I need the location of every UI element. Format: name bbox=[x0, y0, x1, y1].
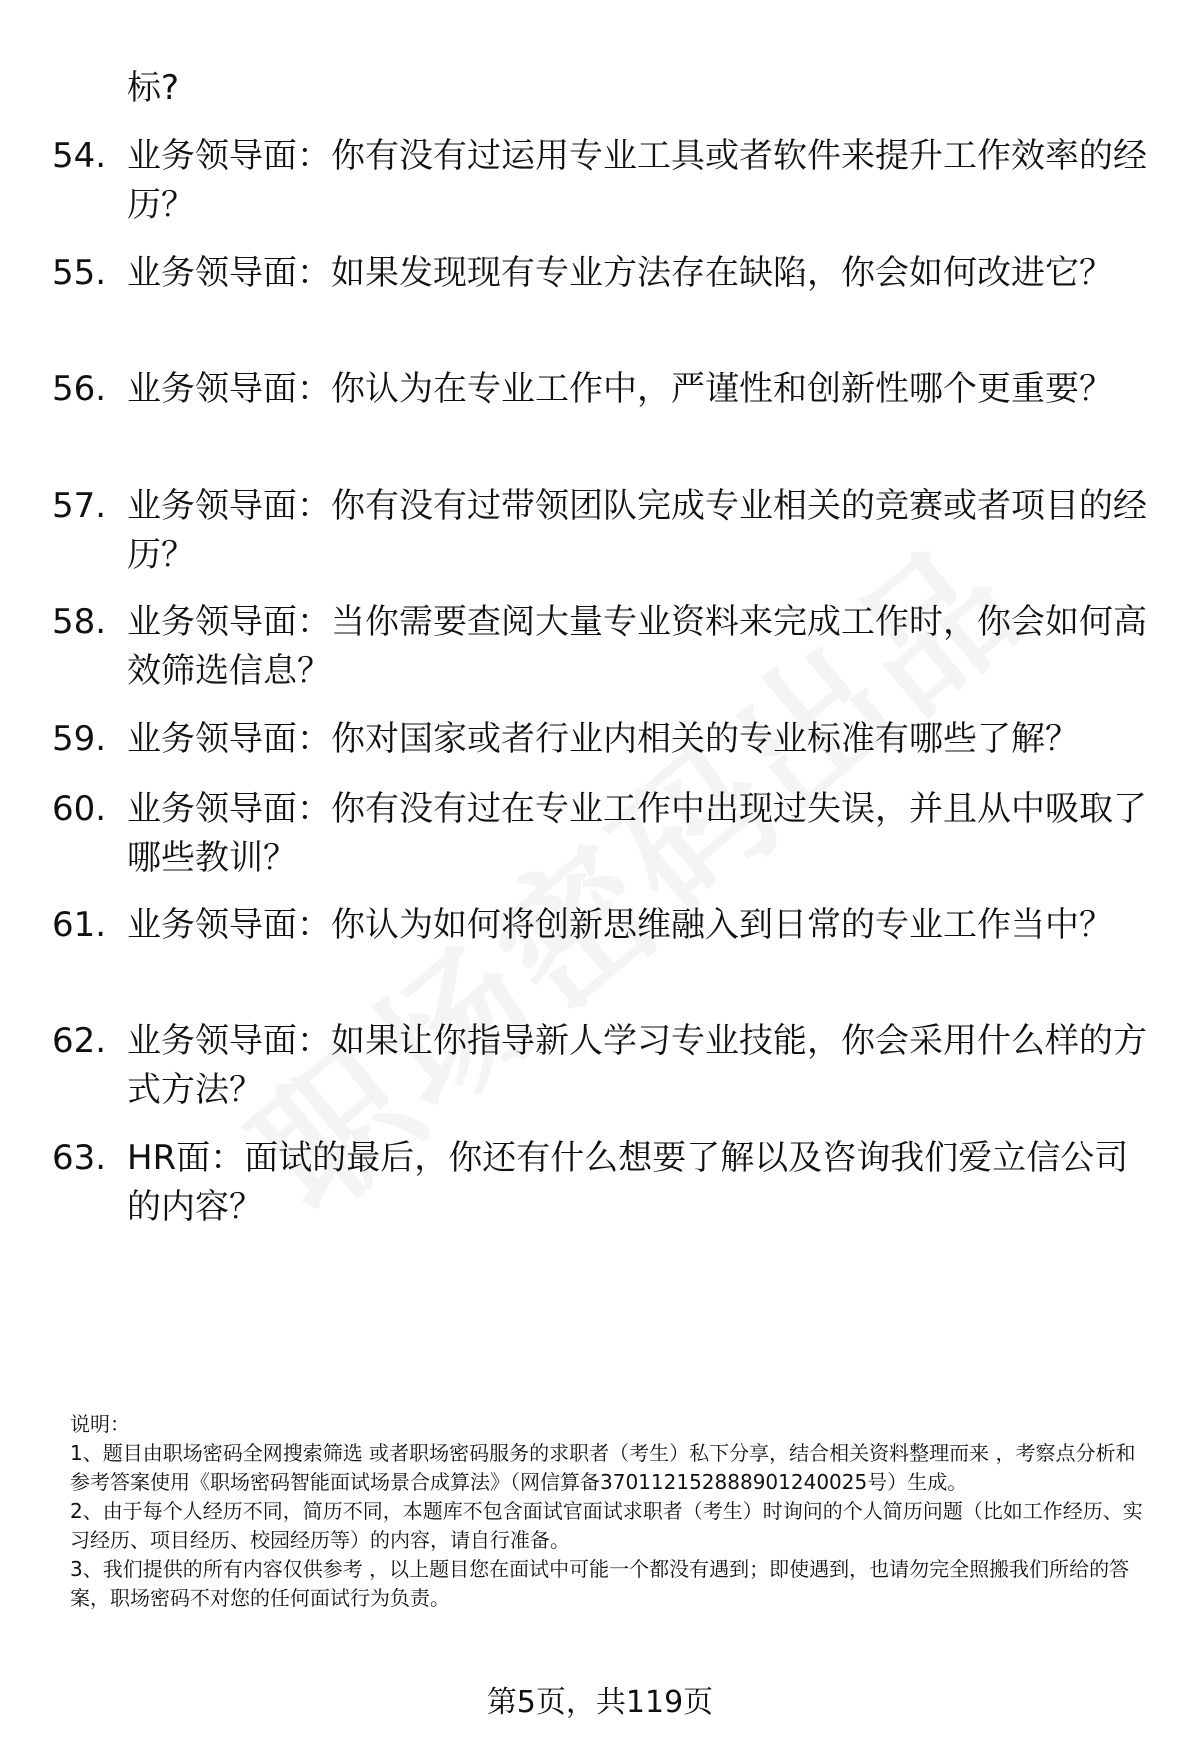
question-text: 业务领导面：你认为在专业工作中，严谨性和创新性哪个更重要？ bbox=[127, 369, 1113, 409]
question-number: 58. bbox=[52, 602, 107, 642]
question-text: 业务领导面：如果让你指导新人学习专业技能，你会采用什么样的方式方法？ bbox=[127, 1021, 1147, 1110]
question-item bbox=[52, 365, 1152, 414]
question-number: 59. bbox=[52, 719, 107, 759]
question-number: 60. bbox=[52, 789, 107, 829]
question-number: 57. bbox=[52, 486, 107, 526]
question-item bbox=[52, 901, 1152, 950]
question-text: 业务领导面：你有没有过带领团队完成专业相关的竞赛或者项目的经历？ bbox=[127, 486, 1147, 575]
question-item bbox=[52, 715, 1152, 764]
question-text: 业务领导面：你认为如何将创新思维融入到日常的专业工作当中？ bbox=[127, 905, 1113, 945]
note-item: 1、题目由职场密码全网搜索筛选 或者职场密码服务的求职者（考生）私下分享，结合相关资料整理而来 ，考察点分析和参考答案使用《职场密码智能面试场景合成算法》（网信算备370112152888901240025号）生成。 bbox=[70, 1441, 1136, 1494]
question-continuation: 标? bbox=[127, 68, 180, 108]
question-item bbox=[52, 132, 1152, 230]
question-text: 业务领导面：你有没有过在专业工作中出现过失误，并且从中吸取了哪些教训？ bbox=[127, 789, 1147, 878]
question-number: 62. bbox=[52, 1021, 107, 1061]
question-text: HR面：面试的最后，你还有什么想要了解以及咨询我们爱立信公司的内容？ bbox=[127, 1138, 1129, 1227]
question-item bbox=[52, 1134, 1152, 1232]
notes-section bbox=[70, 1410, 1150, 1613]
question-text: 业务领导面：如果发现现有专业方法存在缺陷，你会如何改进它？ bbox=[127, 253, 1113, 293]
question-text: 业务领导面：你对国家或者行业内相关的专业标准有哪些了解？ bbox=[127, 719, 1079, 759]
notes-title: 说明： bbox=[70, 1412, 130, 1436]
question-number: 55. bbox=[52, 253, 107, 293]
question-item bbox=[52, 598, 1152, 696]
note-item: 3、我们提供的所有内容仅供参考 ，以上题目您在面试中可能一个都没有遇到；即使遇到，也请勿完全照搬我们所给的答案，职场密码不对您的任何面试行为负责。 bbox=[70, 1557, 1130, 1610]
question-number: 56. bbox=[52, 369, 107, 409]
question-text: 业务领导面：你有没有过运用专业工具或者软件来提升工作效率的经历？ bbox=[127, 136, 1147, 225]
question-item bbox=[52, 249, 1152, 298]
question-item bbox=[52, 1017, 1152, 1115]
question-number: 63. bbox=[52, 1138, 107, 1178]
question-number: 54. bbox=[52, 136, 107, 176]
page-number: 第5页，共119页 bbox=[486, 1685, 714, 1720]
question-item bbox=[52, 785, 1152, 883]
question-item bbox=[52, 482, 1152, 580]
question-number: 61. bbox=[52, 905, 107, 945]
note-item: 2、由于每个人经历不同，简历不同，本题库不包含面试官面试求职者（考生）时询问的个人简历问题（比如工作经历、实习经历、项目经历、校园经历等）的内容，请自行准备。 bbox=[70, 1499, 1143, 1552]
question-text: 业务领导面：当你需要查阅大量专业资料来完成工作时，你会如何高效筛选信息？ bbox=[127, 602, 1147, 691]
